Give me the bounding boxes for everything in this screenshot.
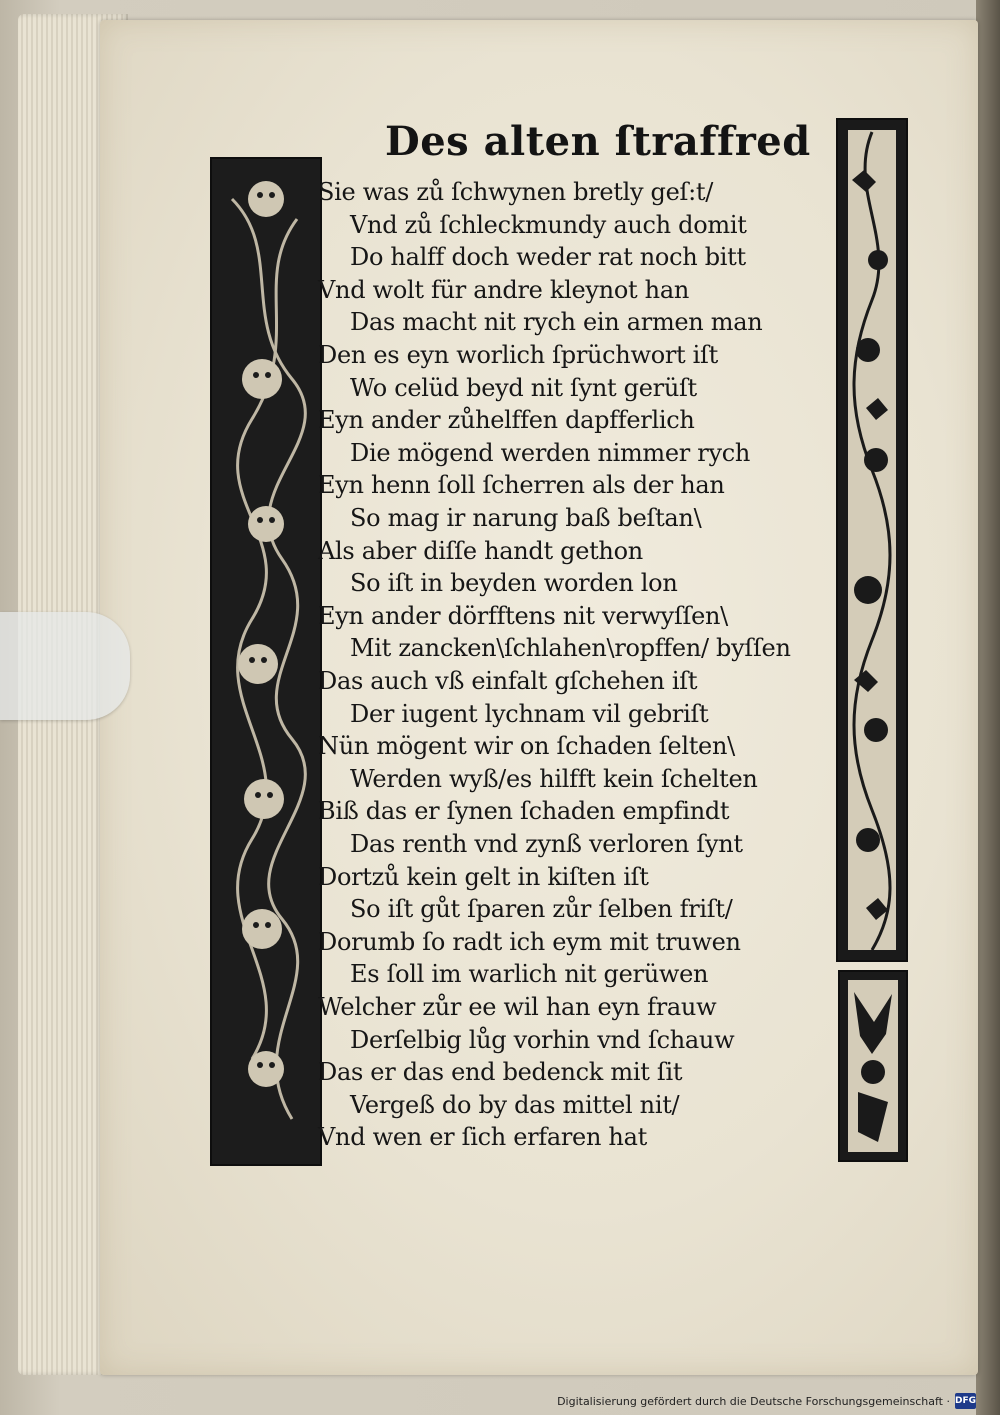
verse-line: Das auch vß einfalt gſchehen iſt xyxy=(318,667,698,695)
verse-line: Es ſoll im warlich nit gerüwen xyxy=(350,960,709,989)
verse-line: Den es eyn worlich ſprüchwort iſt xyxy=(318,341,718,369)
verse-line: Als aber diſſe handt gethon xyxy=(318,536,643,565)
verse-line: Eyn ander zůhelffen dapfferlich xyxy=(318,406,695,435)
footer-credit xyxy=(557,1390,976,1412)
verse-line: Dorumb ſo radt ich eym mit truwen xyxy=(318,927,741,956)
verse-line: Vnd zů ſchleckmundy auch domit xyxy=(350,210,747,239)
verse-line: Der iugent lychnam vil gebriſt xyxy=(350,699,709,728)
verse-line: Nün mögent wir on ſchaden ſelten\ xyxy=(318,732,735,761)
verse-line: Sie was zů ſchwynen bretly geſ:t/ xyxy=(318,178,714,206)
verse-line: Eyn henn ſoll ſcherren als der han xyxy=(318,471,725,500)
verse-line: Do halff doch weder rat noch bitt xyxy=(350,243,746,272)
verse-line: So iſt in beyden worden lon xyxy=(350,569,678,598)
verse-line: Das er das end bedenck mit ſit xyxy=(318,1058,683,1087)
verse-line: So mag ir narung baß beſtan\ xyxy=(350,504,702,532)
verse-line: Eyn ander dörfftens nit verwyſſen\ xyxy=(318,601,728,630)
woodcut-border-left xyxy=(210,157,322,1166)
verse-line: Mit zancken\ſchlahen\ropffen/ byſſen xyxy=(350,634,791,663)
verse-line: Vnd wolt für andre kleynot han xyxy=(318,275,689,304)
verse-line: So iſt gůt ſparen zůr ſelben friſt/ xyxy=(350,895,733,924)
page-clip xyxy=(0,612,130,720)
book-edge xyxy=(976,0,1000,1415)
woodcut-border-right-top xyxy=(836,118,908,962)
verse-line: Derſelbig lůg vorhin vnd ſchauw xyxy=(350,1025,735,1054)
verse-line: Das renth vnd zynß verloren ſynt xyxy=(350,830,743,858)
verse-line: Das macht nit rych ein armen man xyxy=(350,308,763,337)
footer-text: Digitalisierung gefördert durch die Deutsche Forschungsgemeinschaft · xyxy=(557,1394,950,1408)
verse-line: Vergeß do by das mittel nit/ xyxy=(350,1090,680,1119)
verse-line: Biß das er ſynen ſchaden empfindt xyxy=(318,797,730,826)
dfg-logo-icon: DFG xyxy=(955,1393,976,1409)
page-title: Des alten ſtraffred xyxy=(385,118,811,165)
verse-line: Dortzů kein gelt in kiſten iſt xyxy=(318,862,649,891)
verse-line: Die mögend werden nimmer rych xyxy=(350,438,751,467)
woodcut-border-right-bottom xyxy=(838,970,908,1162)
verse-line: Wo celüd beyd nit ſynt gerüſt xyxy=(350,373,697,402)
verse-line: Vnd wen er ſich erfaren hat xyxy=(318,1123,647,1152)
verse-line: Welcher zůr ee wil han eyn frauw xyxy=(318,993,717,1021)
verse-line: Werden wyß/es hilfft kein ſchelten xyxy=(350,764,758,793)
